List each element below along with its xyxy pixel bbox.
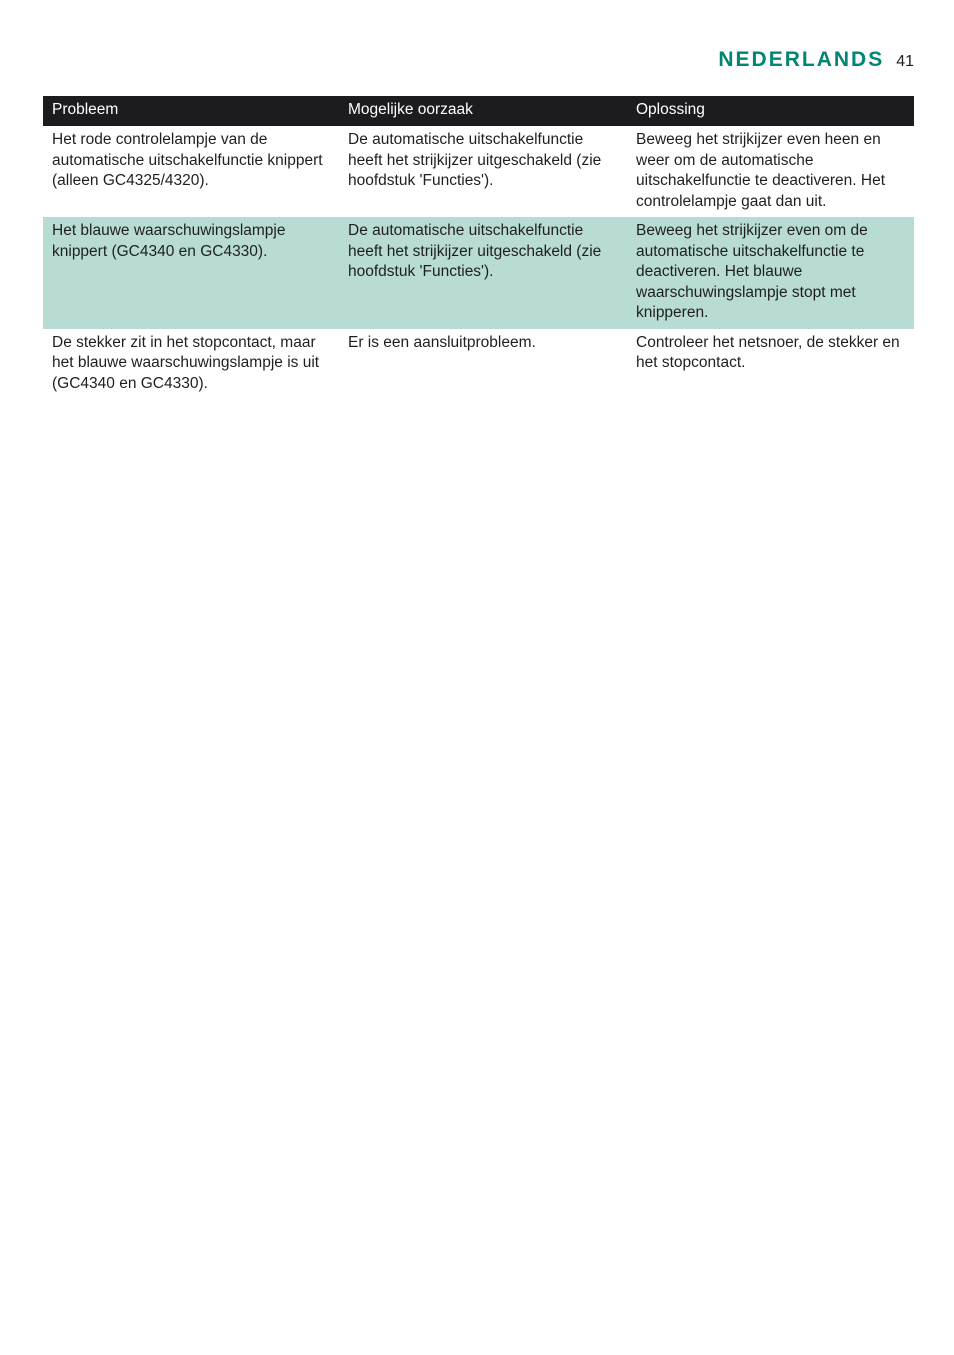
column-header-problem: Probleem [43,96,339,126]
cell-cause: De automatische uitschakelfunctie heeft het strijkijzer uitgeschakeld (zie hoofdstuk 'Functies'). [348,131,602,189]
cell-solution: Controleer het netsnoer, de stekker en het stopcontact. [636,333,900,371]
section-title: NEDERLANDS [718,48,885,71]
column-header-solution: Oplossing [627,96,914,126]
table-row [43,329,914,402]
column-header-cause: Mogelijke oorzaak [339,96,627,126]
cell-problem: Het blauwe waarschuwingslampje knippert (GC4340 en GC4330). [43,217,339,329]
page-number: 41 [896,53,914,70]
table-row [43,217,914,329]
cell-problem: Het rode controlelampje van de automatische uitschakelfunctie knippert (alleen GC4325/4320). [52,131,323,189]
cell-cause: Er is een aansluitprobleem. [348,333,536,351]
cell-problem: De stekker zit in het stopcontact, maar het blauwe waarschuwingslampje is uit (GC4340 en GC4330). [52,333,320,392]
troubleshooting-table [43,96,914,402]
cell-cause: De automatische uitschakelfunctie heeft het strijkijzer uitgeschakeld (zie hoofdstuk 'Functies'). [339,217,627,329]
cell-solution: Beweeg het strijkijzer even om de automatische uitschakelfunctie te deactiveren. Het blauwe waarschuwingslampje stopt met knipperen. [627,217,914,329]
page-header [718,48,914,72]
table-header-row [43,96,914,126]
cell-solution: Beweeg het strijkijzer even heen en weer om de automatische uitschakelfunctie te deactiveren. Het controlelampje gaat dan uit. [636,131,885,210]
table-row [43,126,914,217]
